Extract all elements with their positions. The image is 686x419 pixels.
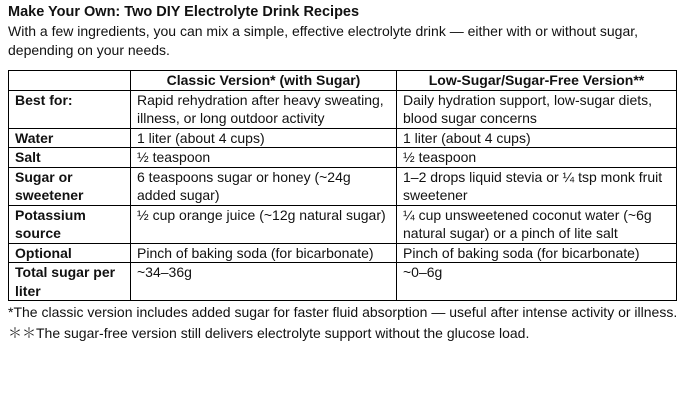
- table-row: [9, 167, 677, 205]
- row-label: Optional: [9, 243, 131, 263]
- classic-cell: ~34–36g: [131, 263, 397, 301]
- low-sugar-cell: ½ teaspoon: [397, 148, 677, 168]
- row-label: Best for:: [9, 90, 131, 128]
- classic-cell: Pinch of baking soda (for bicarbonate): [131, 243, 397, 263]
- row-label: Potassium source: [9, 205, 131, 243]
- low-sugar-cell: Daily hydration support, low-sugar diets, blood sugar concerns: [397, 90, 677, 128]
- classic-cell: 1 liter (about 4 cups): [131, 128, 397, 148]
- header-empty: [9, 71, 131, 91]
- low-sugar-cell: ¼ cup unsweetened coconut water (~6g natural sugar) or a pinch of lite salt: [397, 205, 677, 243]
- table-row: [9, 263, 677, 301]
- table-row: [9, 128, 677, 148]
- recipe-table: [8, 70, 677, 301]
- classic-cell: 6 teaspoons sugar or honey (~24g added sugar): [131, 167, 397, 205]
- footnote-low-sugar: ＊＊The sugar-free version still delivers electrolyte support without the glucose load.: [8, 325, 530, 341]
- low-sugar-cell: 1 liter (about 4 cups): [397, 128, 677, 148]
- classic-cell: ½ cup orange juice (~12g natural sugar): [131, 205, 397, 243]
- document-title: Make Your Own: Two DIY Electrolyte Drink Recipes: [8, 4, 360, 20]
- table-row: [9, 243, 677, 263]
- row-label: Water: [9, 128, 131, 148]
- header-low-sugar: Low-Sugar/Sugar-Free Version**: [397, 71, 677, 91]
- header-classic: Classic Version* (with Sugar): [131, 71, 397, 91]
- row-label: Salt: [9, 148, 131, 168]
- classic-cell: ½ teaspoon: [131, 148, 397, 168]
- low-sugar-cell: 1–2 drops liquid stevia or ¼ tsp monk fruit sweetener: [397, 167, 677, 205]
- table-row: [9, 205, 677, 243]
- classic-cell: Rapid rehydration after heavy sweating, illness, or long outdoor activity: [131, 90, 397, 128]
- low-sugar-cell: Pinch of baking soda (for bicarbonate): [397, 243, 677, 263]
- table-row: [9, 148, 677, 168]
- table-header-row: [9, 71, 677, 91]
- footnote-classic: *The classic version includes added sugar for faster fluid absorption — useful after intense activity or illness.: [8, 304, 678, 320]
- low-sugar-cell: ~0–6g: [397, 263, 677, 301]
- table-row: [9, 90, 677, 128]
- row-label: Sugar or sweetener: [9, 167, 131, 205]
- row-label: Total sugar per liter: [9, 263, 131, 301]
- intro-paragraph: With a few ingredients, you can mix a simple, effective electrolyte drink — either with or without sugar, depending on your needs.: [8, 23, 639, 58]
